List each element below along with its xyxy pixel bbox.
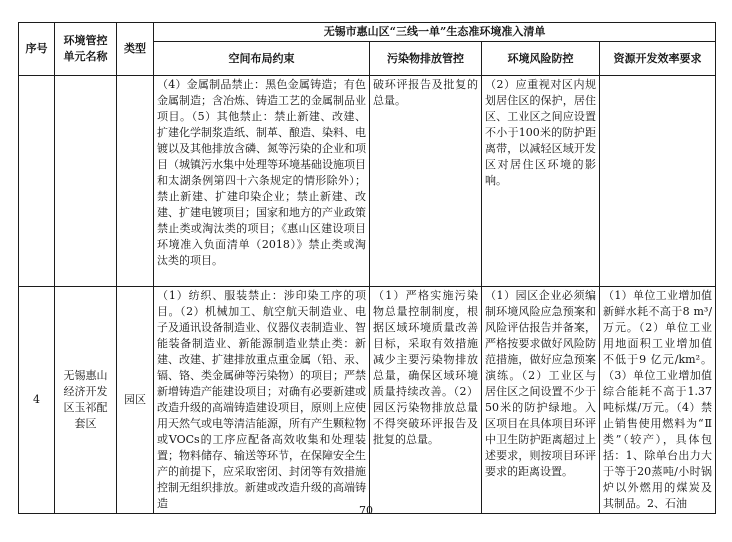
cell-pollution-control: 破环评报告及批复的总量。 xyxy=(370,76,482,287)
cell-resource-efficiency: （1）单位工业增加值新鲜水耗不高于8 m³/万元。（2）单位工业用地面积工业增加值不低于9 亿元/km²。（3）单位工业增加值综合能耗不高于1.37 吨标煤/万元。（4）禁止销售使用燃料为“Ⅱ类”（较产），具体包括：1、除单台出力大于等于20蒸吨/小时锅炉以外燃用的煤炭及其制品。2、石油 xyxy=(600,287,716,514)
table-row-continuation xyxy=(19,76,716,287)
access-list-table xyxy=(18,22,716,514)
cell-type xyxy=(117,76,154,287)
cell-pollution-control: （1）严格实施污染物总量控制制度，根据区域环境质量改善目标，采取有效措施减少主要污染物排放总量，确保区域环境质量持续改善。（2）园区污染物排放总量不得突破环评报告及批复的总量。 xyxy=(370,287,482,514)
table-header-title-row xyxy=(19,23,716,42)
cell-serial xyxy=(19,76,55,287)
table-title: 无锡市惠山区“三线一单”生态准环境准入清单 xyxy=(154,23,716,42)
cell-risk-prevention: （1）园区企业必须编制环境风险应急预案和风险评估报告并备案，严格按要求做好风险防范措施，做好应急预案演练。（2）工业区与居住区之间设置不少于50米的防护绿地。入区项目在具体项目环评中卫生防护距离超过上述要求，则按项目环评要求的距离设置。 xyxy=(482,287,600,514)
header-risk-prevention: 环境风险防控 xyxy=(482,42,600,76)
cell-type: 园区 xyxy=(117,287,154,514)
page-number: 70 xyxy=(359,504,373,517)
header-unit-name: 环境管控单元名称 xyxy=(55,23,117,76)
header-type: 类型 xyxy=(117,23,154,76)
header-pollution-control: 污染物排放管控 xyxy=(370,42,482,76)
cell-risk-prevention: （2）应重视对区内规划居住区的保护，居住区、工业区之间应设置不小于100米的防护距离带，以减轻区域开发区对居住区环境的影响。 xyxy=(482,76,600,287)
table-row-4 xyxy=(19,287,716,514)
cell-spatial-constraints: （1）纺织、服装禁止：涉印染工序的项目。（2）机械加工、航空航天制造业、电子及通讯设备制造业、仪器仪表制造业、智能装备制造业、新能源制造业禁止类：新建、改建、扩建排放重点重金属（铅、汞、镉、铬、类金属砷等污染物）的项目；严禁新增铸造产能建设项目；对确有必要新建或改造升级的高端铸造建设项目，原则上应使用天然气或电等清洁能源，所有产生颗粒物或VOCs的工序应配备高效收集和处理装置；物料储存、输送等环节，在保障安全生产的前提下，应采取密闭、封闭等有效措施控制无组织排放。新建或改造升级的高端铸造 xyxy=(154,287,370,514)
cell-unit-name xyxy=(55,76,117,287)
cell-unit-name: 无锡惠山经济开发区玉祁配套区 xyxy=(55,287,117,514)
cell-serial: 4 xyxy=(19,287,55,514)
header-resource-efficiency: 资源开发效率要求 xyxy=(600,42,716,76)
cell-resource-efficiency xyxy=(600,76,716,287)
cell-spatial-constraints: （4）金属制品禁止：黑色金属铸造；有色金属制造；含冶炼、铸造工艺的金属制品业项目。（5）其他禁止：禁止新建、改建、扩建化学制浆造纸、制革、酿造、染料、电镀以及其他排放含磷、氮等污染的企业和项目（城镇污水集中处理等环境基础设施项目和太湖条例第四十六条规定的情形除外）；禁止新建、扩建印染企业；禁止新建、改建、扩建电镀项目；国家和地方的产业政策禁止类或淘汰类的项目；《惠山区建设项目环境准入负面清单（2018）》禁止类或淘汰类的项目。 xyxy=(154,76,370,287)
header-spatial-constraints: 空间布局约束 xyxy=(154,42,370,76)
header-serial: 序号 xyxy=(19,23,55,76)
